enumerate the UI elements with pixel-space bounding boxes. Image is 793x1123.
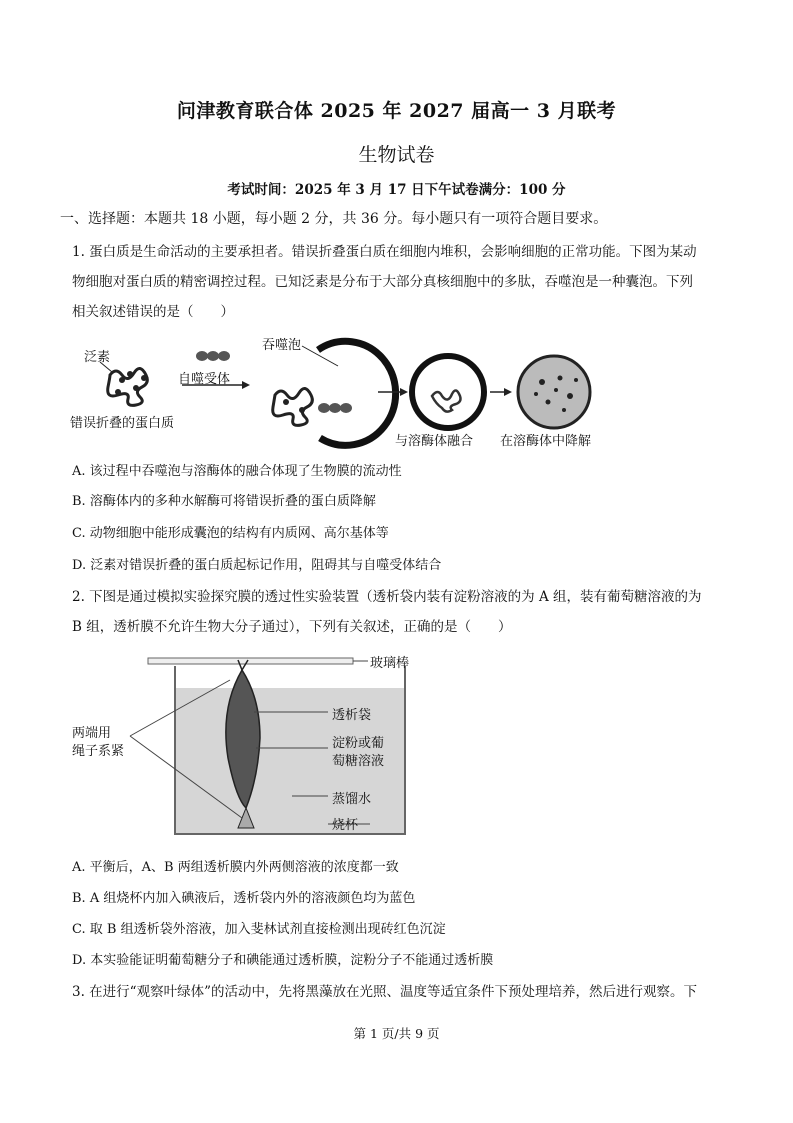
q2-line-1: 2. 下图是通过模拟实验探究膜的透过性实验装置（透析袋内装有淀粉溶液的为 A 组，装有葡萄糖溶液的为 xyxy=(72,589,702,605)
ubiquitin-label: 泛素 xyxy=(84,350,111,365)
q2-option-a: A. 平衡后，A、B 两组透析膜内外两侧溶液的浓度都一致 xyxy=(72,860,399,875)
q2-option-c: C. 取 B 组透析袋外溶液，加入斐林试剂直接检测出现砖红色沉淀 xyxy=(72,922,446,937)
tagged-protein-graphic xyxy=(273,388,352,425)
phagophore-label: 吞噬泡 xyxy=(262,338,302,353)
beaker-label: 烧杯 xyxy=(332,818,359,833)
misfolded-label: 错误折叠的蛋白质 xyxy=(70,416,175,431)
exam-subject: 生物试卷 xyxy=(358,144,435,166)
solution-label-2: 萄糖溶液 xyxy=(332,754,385,769)
rod-label: 玻璃棒 xyxy=(370,656,410,671)
receptor-graphic xyxy=(196,351,230,361)
degrade-label: 在溶酶体中降解 xyxy=(500,434,592,449)
q1-option-d: D. 泛素对错误折叠的蛋白质起标记作用，阻碍其与自噬受体结合 xyxy=(72,558,442,573)
degradation-graphic xyxy=(518,356,590,428)
glass-rod-graphic xyxy=(148,658,353,664)
fuse-label: 与溶酶体融合 xyxy=(395,434,474,449)
misfolded-protein-graphic xyxy=(108,368,148,405)
page-footer: 第 1 页/共 9 页 xyxy=(353,1026,440,1041)
q1-option-b: B. 溶酶体内的多种水解酶可将错误折叠的蛋白质降解 xyxy=(72,494,376,509)
phagophore-graphic xyxy=(318,341,396,445)
lysosome-graphic xyxy=(412,356,484,428)
receptor-label: 自噬受体 xyxy=(178,372,231,387)
exam-meta: 考试时间：2025 年 3 月 17 日下午试卷满分：100 分 xyxy=(227,182,566,198)
exam-title: 问津教育联合体 2025 年 2027 届高一 3 月联考 xyxy=(176,100,617,122)
q1-option-a: A. 该过程中吞噬泡与溶酶体的融合体现了生物膜的流动性 xyxy=(72,464,402,479)
q1-figure xyxy=(70,330,610,450)
q3-line-1: 3. 在进行“观察叶绿体”的活动中，先将黑藻放在光照、温度等适宜条件下预处理培养，然后进行观察。下 xyxy=(72,984,697,1000)
tied-label-2: 绳子系紧 xyxy=(72,744,125,759)
q1-line-1: 1. 蛋白质是生命活动的主要承担者。错误折叠蛋白质在细胞内堆积，会影响细胞的正常功能。下图为某动 xyxy=(72,244,697,260)
q1-line-3: 相关叙述错误的是（ ） xyxy=(72,304,234,320)
q2-figure xyxy=(70,648,410,840)
water-label: 蒸馏水 xyxy=(332,792,372,807)
section-heading: 一、选择题：本题共 18 小题，每小题 2 分，共 36 分。每小题只有一项符合题目要求。 xyxy=(60,211,608,227)
solution-label-1: 淀粉或葡 xyxy=(332,736,385,751)
q2-line-2: B 组，透析膜不允许生物大分子通过），下列有关叙述，正确的是（ ） xyxy=(72,619,512,635)
q2-option-d: D. 本实验能证明葡萄糖分子和碘能通过透析膜，淀粉分子不能通过透析膜 xyxy=(72,953,494,968)
q1-option-c: C. 动物细胞中能形成囊泡的结构有内质网、高尔基体等 xyxy=(72,526,389,541)
q1-line-2: 物细胞对蛋白质的精密调控过程。已知泛素是分布于大部分真核细胞中的多肽，吞噬泡是一种囊泡。下列 xyxy=(72,274,693,290)
q2-option-b: B. A 组烧杯内加入碘液后，透析袋内外的溶液颜色均为蓝色 xyxy=(72,891,416,906)
bag-label: 透析袋 xyxy=(332,708,372,723)
tied-label-1: 两端用 xyxy=(72,726,112,741)
